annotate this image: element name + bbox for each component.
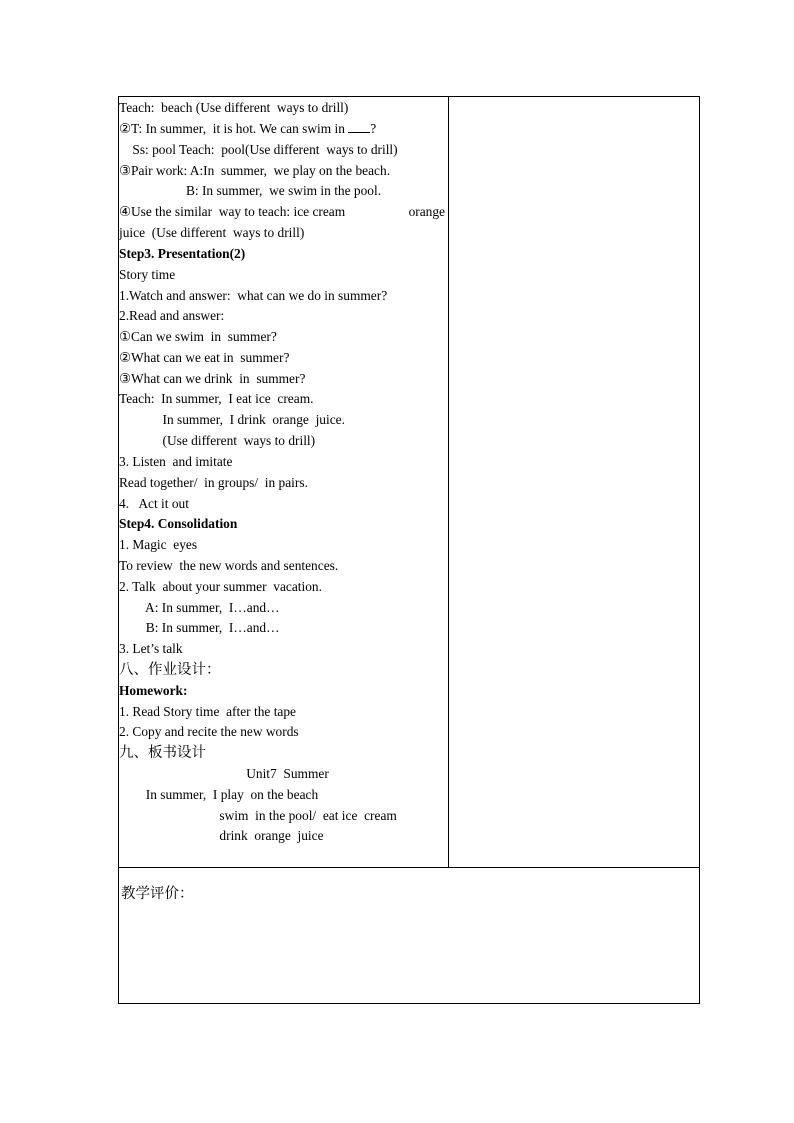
- section-heading: Homework:: [119, 683, 188, 698]
- text-line: B: In summer, we swim in the pool.: [119, 183, 382, 198]
- text-line: [119, 119, 376, 140]
- text-line: ③What can we drink in summer?: [119, 371, 306, 386]
- text-line: 2.Read and answer:: [119, 308, 225, 323]
- text-line: 4. Act it out: [119, 495, 189, 511]
- text-line: drink orange juice: [119, 828, 324, 843]
- text-line: [119, 202, 445, 223]
- fill-blank: [348, 120, 370, 133]
- text-line-start: ④Use the similar way to teach: ice cream: [119, 204, 346, 219]
- text-line: juice (Use different ways to drill): [119, 225, 305, 240]
- text-line-start: ②T: In summer, it is hot. We can swim in: [119, 121, 349, 136]
- text-line-end: orange: [408, 204, 445, 219]
- text-line: Read together/ in groups/ in pairs.: [119, 475, 308, 490]
- text-line: 2. Copy and recite the new words: [119, 724, 299, 739]
- text-line: To review the new words and sentences.: [119, 558, 339, 573]
- section-heading: Step3. Presentation(2): [119, 246, 246, 261]
- lesson-plan-table: [118, 96, 700, 1004]
- text-line: Story time: [119, 267, 176, 282]
- text-line: Ss: pool Teach: pool(Use different ways to drill): [119, 142, 398, 157]
- text-line: A: In summer, I…and…: [119, 599, 280, 615]
- text-line: 3. Listen and imitate: [119, 454, 233, 469]
- text-line: In summer, I play on the beach: [119, 787, 319, 802]
- text-line: B: In summer, I…and…: [119, 620, 280, 635]
- text-line: (Use different ways to drill): [119, 433, 316, 448]
- text-line: Teach: In summer, I eat ice cream.: [119, 391, 314, 406]
- text-line: ①Can we swim in summer?: [119, 329, 277, 344]
- evaluation-cell: [119, 868, 699, 1003]
- section-heading: 八、作业设计：: [119, 662, 221, 678]
- text-line-end: ?: [370, 121, 377, 136]
- text-line: ②What can we eat in summer?: [119, 350, 290, 365]
- board-title: Unit7 Summer: [119, 766, 329, 781]
- text-line: ③Pair work: A:In summer, we play on the beach.: [119, 162, 391, 178]
- evaluation-title: 教学评价：: [121, 886, 194, 902]
- text-line: swim in the pool/ eat ice cream: [119, 807, 397, 823]
- text-line: In summer, I drink orange juice.: [119, 412, 345, 427]
- section-heading: Step4. Consolidation: [119, 516, 238, 531]
- procedure-row: [119, 97, 699, 868]
- text-line: 2. Talk about your summer vacation.: [119, 579, 322, 594]
- text-line: 1. Read Story time after the tape: [119, 703, 296, 719]
- procedure-cell: [119, 97, 449, 867]
- text-line: 1.Watch and answer: what can we do in summer?: [119, 287, 388, 303]
- text-line: 3. Let’s talk: [119, 641, 183, 656]
- text-line: 1. Magic eyes: [119, 537, 198, 552]
- notes-cell: [449, 97, 699, 867]
- text-line: Teach: beach (Use different ways to drill): [119, 100, 349, 115]
- section-heading: 九、板书设计: [119, 745, 206, 761]
